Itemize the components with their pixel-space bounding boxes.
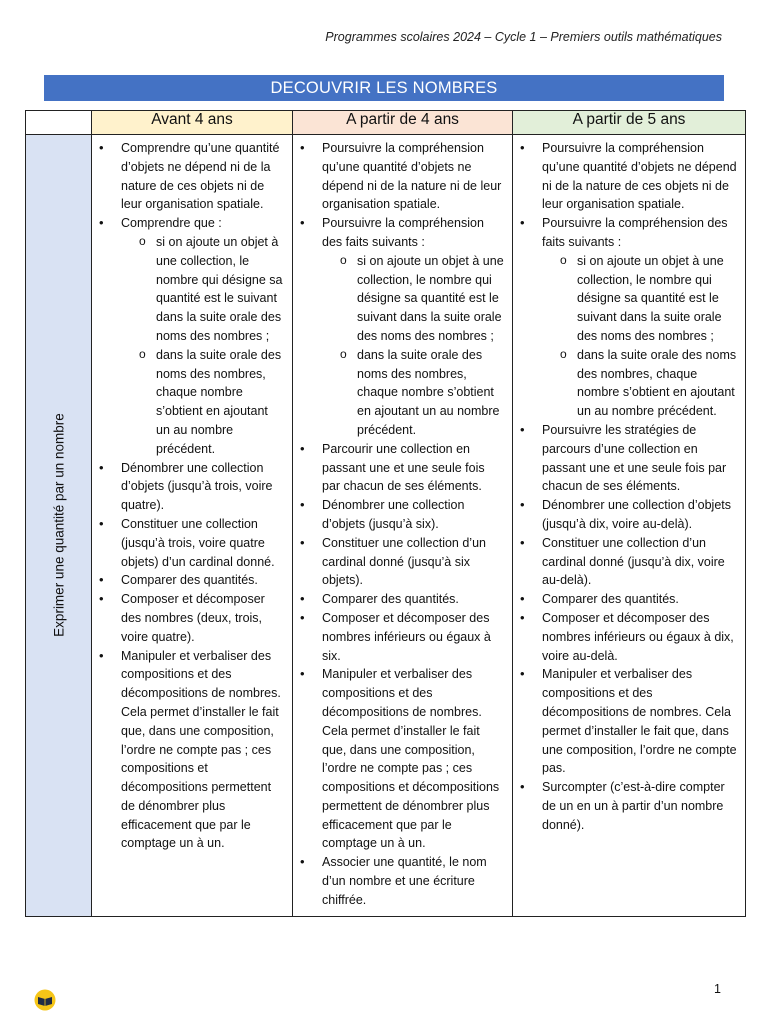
list-item bbox=[293, 853, 504, 909]
column-header-avant-4: Avant 4 ans bbox=[92, 111, 293, 135]
list-item-text: Composer et décomposer des nombres inférieurs ou égaux à six. bbox=[322, 610, 491, 663]
list-item-text: Dénombrer une collection d’objets (jusqu’à six). bbox=[322, 498, 465, 531]
list-item bbox=[513, 590, 737, 609]
list-item-text: Poursuivre la compréhension qu’une quantité d’objets ne dépend ni de la nature ni de leur organisation spatiale. bbox=[322, 141, 502, 212]
list-item-text: Dénombrer une collection d’objets (jusqu’à dix, voire au-delà). bbox=[542, 498, 731, 531]
sub-list-item: o si on ajoute un objet à une collection, le nombre qui désigne sa quantité est le suivant dans la suite orale des noms des nombres ; bbox=[121, 233, 284, 346]
item-list bbox=[293, 135, 512, 916]
list-item-text: Comprendre qu’une quantité d’objets ne dépend ni de la nature de ces objets ni de leur organisation spatiale. bbox=[121, 141, 280, 212]
list-item-text: Parcourir une collection en passant une et une seule fois par chacun de ses éléments. bbox=[322, 441, 485, 494]
list-item bbox=[293, 139, 504, 214]
list-item bbox=[293, 214, 504, 440]
table-row bbox=[26, 135, 746, 917]
list-item-text: Comparer des quantités. bbox=[542, 592, 679, 607]
list-item-text: Composer et décomposer des nombres inférieurs ou égaux à dix, voire au-delà. bbox=[542, 610, 734, 663]
list-item bbox=[293, 496, 504, 534]
list-item-text: Comparer des quantités. bbox=[121, 573, 258, 588]
cell-avant-4 bbox=[92, 135, 293, 917]
cell-4-ans bbox=[293, 135, 513, 917]
list-item bbox=[92, 647, 284, 854]
list-item-text: Associer une quantité, le nom d’un nombre et une écriture chiffrée. bbox=[322, 855, 487, 907]
book-logo-icon bbox=[34, 989, 56, 1011]
sub-list-item: o dans la suite orale des noms des nombres, chaque nombre s’obtient en ajoutant un au nombre précédent. bbox=[121, 346, 284, 459]
header-blank-cell bbox=[26, 111, 92, 135]
curriculum-table bbox=[25, 110, 746, 917]
list-item bbox=[293, 534, 504, 590]
section-title: DECOUVRIR LES NOMBRES bbox=[270, 78, 498, 97]
list-item bbox=[513, 214, 737, 421]
sub-list-item: o dans la suite orale des noms des nombres, chaque nombre s’obtient en ajoutant un au nombre précédent. bbox=[322, 346, 504, 440]
list-item-text: Surcompter (c’est-à-dire compter de un en un à partir d’un nombre donné). bbox=[542, 780, 725, 832]
list-item-text: Constituer une collection d’un cardinal donné (jusqu’à dix, voire au-delà). bbox=[542, 535, 725, 588]
sub-list-item: o si on ajoute un objet à une collection, le nombre qui désigne sa quantité est le suivant dans la suite orale des noms des nombres ; bbox=[322, 252, 504, 346]
list-item-text: Poursuivre la compréhension des faits suivants : bbox=[322, 216, 484, 249]
list-item bbox=[513, 609, 737, 665]
list-item bbox=[293, 440, 504, 496]
list-item-text: Comprendre que : bbox=[121, 216, 222, 231]
cell-5-ans bbox=[513, 135, 746, 917]
section-banner bbox=[44, 75, 724, 101]
page-header: Programmes scolaires 2024 – Cycle 1 – Premiers outils mathématiques bbox=[325, 30, 722, 44]
list-item-text: Poursuivre la compréhension qu’une quantité d’objets ne dépend ni de la nature de ces objets ni de leur organisation spatiale. bbox=[542, 141, 737, 212]
item-list bbox=[513, 135, 745, 840]
list-item bbox=[293, 609, 504, 665]
table-header-row bbox=[26, 111, 746, 135]
list-item-text: Manipuler et verbaliser des compositions et des décompositions de nombres. Cela permet d’installer le fait que, dans une composition, l’ordre ne compte pas. bbox=[542, 667, 737, 776]
list-item bbox=[92, 571, 284, 590]
row-label-cell bbox=[26, 135, 92, 917]
list-item-text: Constituer une collection d’un cardinal donné (jusqu’à six objets). bbox=[322, 535, 486, 588]
list-item bbox=[92, 515, 284, 571]
list-item-text: Poursuivre les stratégies de parcours d’une collection en passant une et une seule fois par chacun de ses éléments. bbox=[542, 422, 727, 494]
sub-list-item: o dans la suite orale des noms des nombres, chaque nombre s’obtient en ajoutant un au nombre précédent. bbox=[542, 346, 737, 421]
list-item-text: Manipuler et verbaliser des compositions et des décompositions de nombres. Cela permet d’installer le fait que, dans une composition, l’ordre ne compte pas ; ces compositions et décompositions permettent de dénombrer plus efficacement que par le comptage un à un. bbox=[121, 648, 281, 851]
list-item bbox=[513, 496, 737, 534]
list-item-text: Dénombrer une collection d’objets (jusqu’à trois, voire quatre). bbox=[121, 460, 273, 513]
list-item-text: Comparer des quantités. bbox=[322, 592, 459, 607]
list-item bbox=[513, 778, 737, 834]
sub-list-item: o si on ajoute un objet à une collection, le nombre qui désigne sa quantité est le suivant dans la suite orale des noms des nombres ; bbox=[542, 252, 737, 346]
item-list bbox=[92, 135, 292, 859]
list-item-text: Poursuivre la compréhension des faits suivants : bbox=[542, 216, 728, 249]
list-item bbox=[92, 590, 284, 646]
list-item-text: Constituer une collection (jusqu’à trois, voire quatre objets) d’un cardinal donné. bbox=[121, 516, 275, 569]
list-item bbox=[92, 214, 284, 458]
column-header-5-ans: A partir de 5 ans bbox=[513, 111, 746, 135]
sub-list bbox=[121, 233, 284, 459]
list-item bbox=[513, 139, 737, 214]
list-item bbox=[293, 590, 504, 609]
list-item bbox=[293, 665, 504, 853]
row-label: Exprimer une quantité par un nombre bbox=[51, 413, 66, 638]
list-item bbox=[513, 421, 737, 496]
sub-list bbox=[322, 252, 504, 440]
column-header-4-ans: A partir de 4 ans bbox=[293, 111, 513, 135]
list-item-text: Composer et décomposer des nombres (deux, trois, voire quatre). bbox=[121, 592, 265, 644]
list-item-text: Manipuler et verbaliser des compositions et des décompositions de nombres. Cela permet d’installer le fait que, dans une composition, l’ordre ne compte pas ; ces compositions et décompositions permettent de dénombrer plus efficacement que par le comptage un à un. bbox=[322, 667, 500, 851]
list-item bbox=[513, 534, 737, 590]
list-item bbox=[92, 459, 284, 515]
list-item bbox=[92, 139, 284, 214]
list-item bbox=[513, 665, 737, 778]
page-number: 1 bbox=[714, 982, 721, 996]
sub-list bbox=[542, 252, 737, 421]
